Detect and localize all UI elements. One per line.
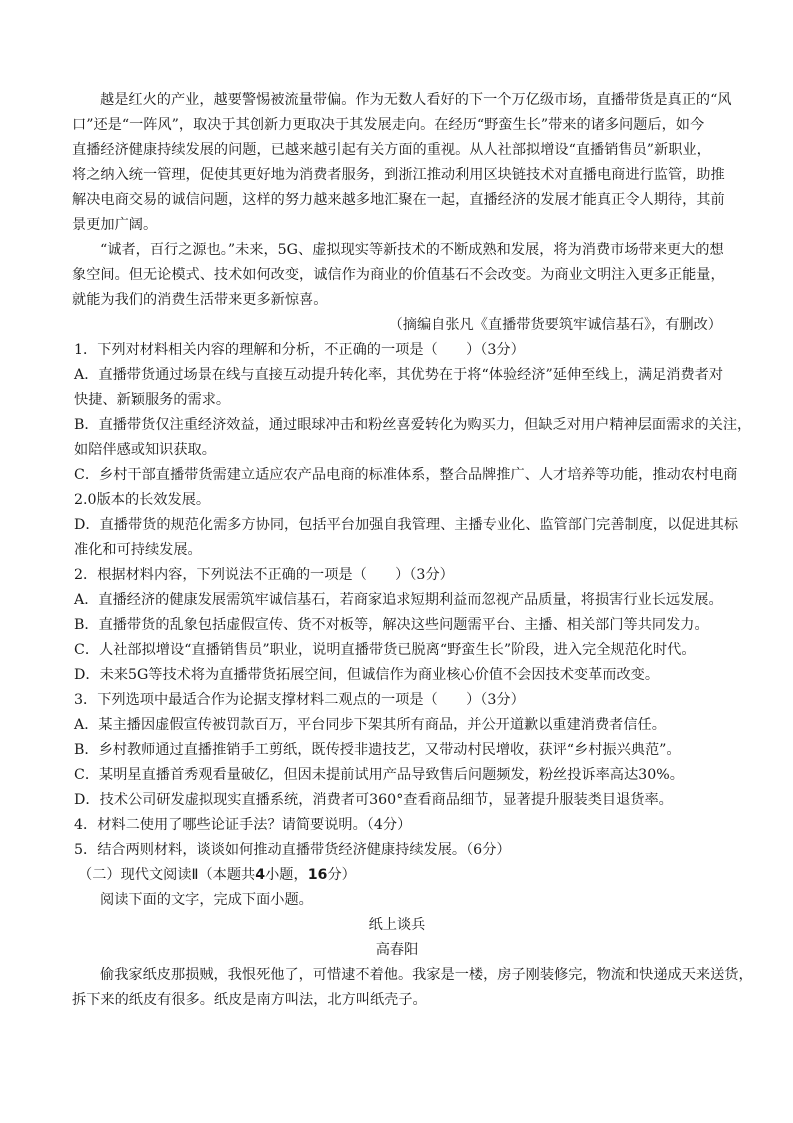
question-2-option-a: A．直播经济的健康发展需筑牢诚信基石，若商家追求短期利益而忽视产品质量，将损害行业长远发展。: [74, 592, 723, 608]
question-3-option-a: A．某主播因虚假宣传被罚款百万，平台同步下架其所有商品，并公开道歉以重建消费者信任。: [74, 717, 666, 733]
section-2-heading-post: 分）: [327, 867, 356, 883]
material-p1-line-6: 景更加广阔。: [72, 217, 158, 233]
question-2-stem: 2．根据材料内容，下列说法不正确的一项是（ ）（3分）: [74, 567, 454, 583]
section-2-question-count: 4: [255, 867, 266, 883]
question-5: 5．结合两则材料，谈谈如何推动直播带货经济健康持续发展。（6分）: [74, 842, 511, 858]
question-1-option-a: A．直播带货通过场景在线与直接互动提升转化率，其优势在于将“体验经济”延伸至线上，满足消费者对: [74, 367, 724, 383]
question-3-option-c: C．某明星直播首秀观看量破亿，但因未提前试用产品导致售后问题频发，粉丝投诉率高达30%。: [74, 767, 684, 783]
story-title: 纸上谈兵: [368, 917, 426, 933]
story-body-line-1: 偷我家纸皮那损贼，我恨死他了，可惜逮不着他。我家是一楼，房子刚装修完，物流和快递成天来送货，: [100, 967, 753, 983]
material-p1-line-4: 将之纳入统一管理，促使其更好地为消费者服务，到浙江推动利用区块链技术对直播电商进行监管，助推: [72, 167, 725, 183]
material-p2-line-1: “诚者，百行之源也。”未来，5G、虚拟现实等新技术的不断成熟和发展，将为消费市场带来更大的想: [100, 242, 724, 258]
section-2-heading: [78, 863, 738, 888]
question-4: 4．材料二使用了哪些论证手法？请简要说明。（4分）: [74, 817, 412, 833]
question-2-option-c: C．人社部拟增设“直播销售员”职业，说明直播带货已脱离“野蛮生长”阶段，进入完全规范化时代。: [74, 642, 696, 658]
material-p2-line-2: 象空间。但无论模式、技术如何改变，诚信作为商业的价值基石不会改变。为商业文明注入更多正能量，: [72, 267, 725, 283]
source-citation: （摘编自张凡《直播带货要筑牢诚信基石》，有删改）: [388, 317, 722, 333]
question-1-option-a-cont: 快捷、新颖服务的需求。: [74, 392, 231, 408]
material-p1-line-3: 直播经济健康持续发展的问题，已越来越引起有关方面的重视。从人社部拟增设“直播销售员”新职业，: [72, 142, 711, 158]
question-2-option-b: B．直播带货的乱象包括虚假宣传、货不对板等，解决这些问题需平台、主播、相关部门等共同发力。: [74, 617, 709, 633]
question-1-option-d: D．直播带货的规范化需多方协同，包括平台加强自我管理、主播专业化、监管部门完善制度，以促进其标: [74, 517, 739, 533]
question-1-stem: 1．下列对材料相关内容的理解和分析，不正确的一项是（ ）（3分）: [74, 342, 525, 358]
question-1-option-d-cont: 准化和可持续发展。: [74, 542, 202, 558]
question-1-option-c: C．乡村干部直播带货需建立适应农产品电商的标准体系，整合品牌推广、人才培养等功能，推动农村电商: [74, 467, 738, 483]
material-p1-line-2: 口”还是“一阵风”，取决于其创新力更取决于其发展走向。在经历“野蛮生长”带来的诸多问题后，如今: [72, 117, 705, 133]
story-author: 高春阳: [375, 942, 419, 958]
question-1-option-b-cont: 如陪伴感或知识获取。: [74, 442, 216, 458]
section-2-score: 16: [307, 867, 328, 883]
material-p1-line-1: 越是红火的产业，越要警惕被流量带偏。作为无数人看好的下一个万亿级市场，直播带货是真正的“风: [100, 92, 732, 108]
story-body-line-2: 拆下来的纸皮有很多。纸皮是南方叫法，北方叫纸壳子。: [72, 992, 427, 1008]
question-1-option-c-cont: 2.0版本的长效发展。: [74, 492, 211, 508]
section-2-instruction: 阅读下面的文字，完成下面小题。: [100, 892, 313, 908]
question-1-option-b: B．直播带货仅注重经济效益，通过眼球冲击和粉丝喜爱转化为购买力，但缺乏对用户精神层面需求的关注，: [74, 417, 752, 433]
section-2-heading-pre: （二）现代文阅读Ⅱ（本题共: [78, 867, 256, 883]
question-2-option-d: D．未来5G等技术将为直播带货拓展空间，但诚信作为商业核心价值不会因技术变革而改变。: [74, 667, 660, 683]
question-3-option-d: D．技术公司研发虚拟现实直播系统，消费者可360°查看商品细节，显著提升服装类目退货率。: [74, 792, 673, 808]
question-3-option-b: B．乡村教师通过直播推销手工剪纸，既传授非遗技艺，又带动村民增收，获评“乡村振兴典范”。: [74, 742, 681, 758]
question-3-stem: 3．下列选项中最适合作为论据支撑材料二观点的一项是（ ）（3分）: [74, 692, 525, 708]
material-p1-line-5: 解决电商交易的诚信问题，这样的努力越来越多地汇聚在一起，直播经济的发展才能真正令人期待，其前: [72, 192, 725, 208]
section-2-heading-mid: 小题，: [265, 867, 308, 883]
material-p2-line-3: 就能为我们的消费生活带来更多新惊喜。: [72, 292, 328, 308]
